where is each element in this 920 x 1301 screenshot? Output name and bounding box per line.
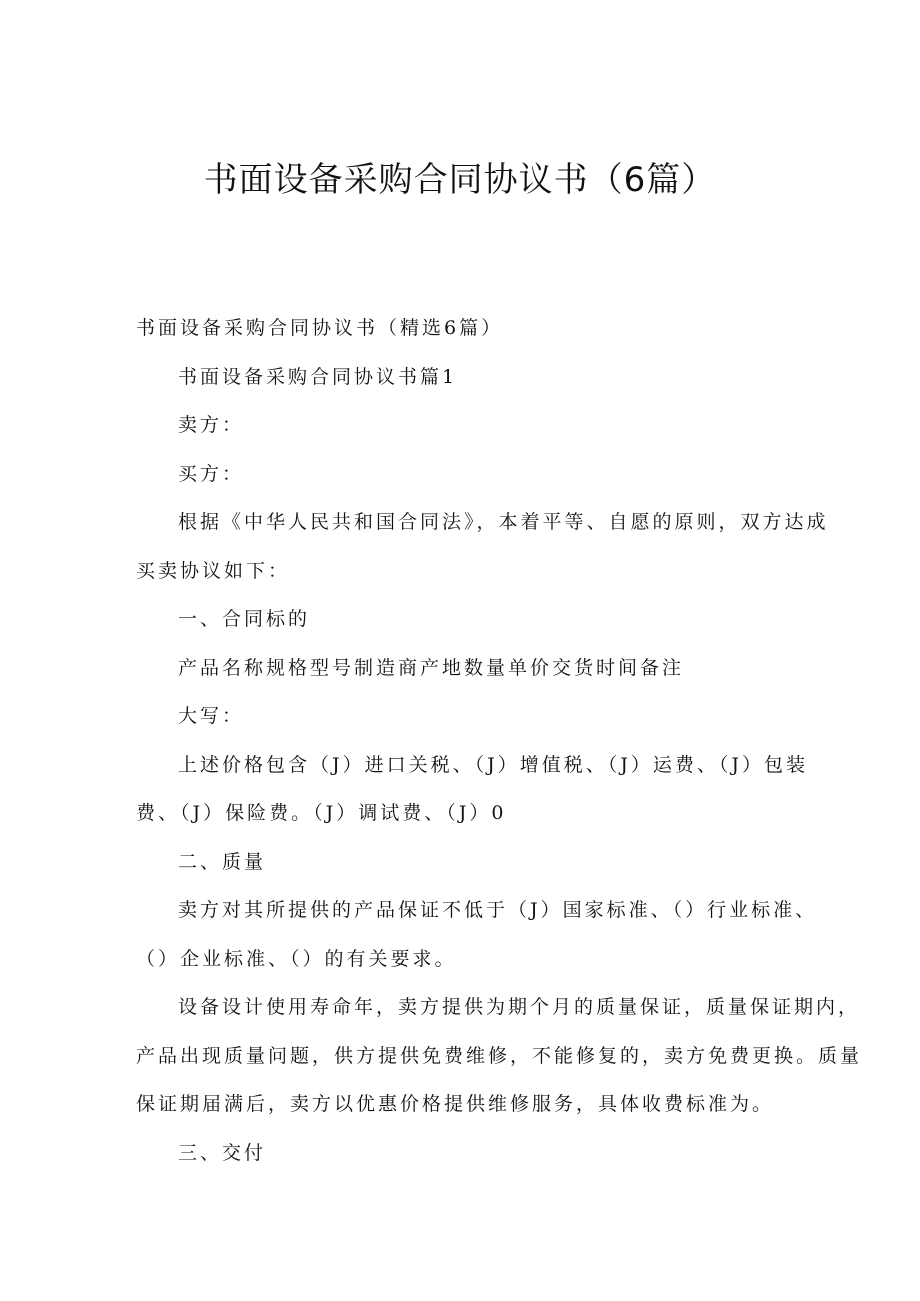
- line-preamble-1: 根据《中华人民共和国合同法》，本着平等、自愿的原则，双方达成: [178, 511, 829, 533]
- line-preamble-2: 买卖协议如下：: [136, 559, 291, 582]
- line-subtitle: 书面设备采购合同协议书（精选6篇）: [136, 317, 504, 339]
- line-article-2: 二、质量: [178, 850, 267, 873]
- line-warranty-1: 设备设计使用寿命年，卖方提供为期个月的质量保证，质量保证期内，: [178, 996, 861, 1018]
- line-article-3: 三、交付: [178, 1141, 267, 1164]
- line-warranty-3: 保证期届满后，卖方以优惠价格提供维修服务，具体收费标准为。: [136, 1093, 775, 1115]
- line-product-columns: 产品名称规格型号制造商产地数量单价交货时间备注: [178, 656, 685, 679]
- line-quality-1: 卖方对其所提供的产品保证不低于（J）国家标准、（）行业标准、: [178, 899, 818, 921]
- document-title: 书面设备采购合同协议书（6篇）: [203, 160, 717, 200]
- line-price-includes-2: 费、（J）保险费。（J）调试费、（J）0: [136, 802, 507, 824]
- line-seller: 卖方：: [178, 414, 245, 436]
- line-price-includes-1: 上述价格包含（J）进口关税、（J）增值税、（J）运费、（J）包装: [178, 753, 808, 776]
- line-warranty-2: 产品出现质量问题，供方提供免费维修，不能修复的，卖方免费更换。质量: [136, 1044, 863, 1067]
- line-article-1: 一、合同标的: [178, 608, 311, 630]
- document-body: [136, 304, 863, 1177]
- line-section-heading: 书面设备采购合同协议书篇1: [178, 365, 458, 388]
- line-buyer: 买方：: [178, 462, 245, 485]
- line-quality-2: （）企业标准、（）的有关要求。: [136, 947, 457, 970]
- line-capital-amount: 大写：: [178, 705, 245, 727]
